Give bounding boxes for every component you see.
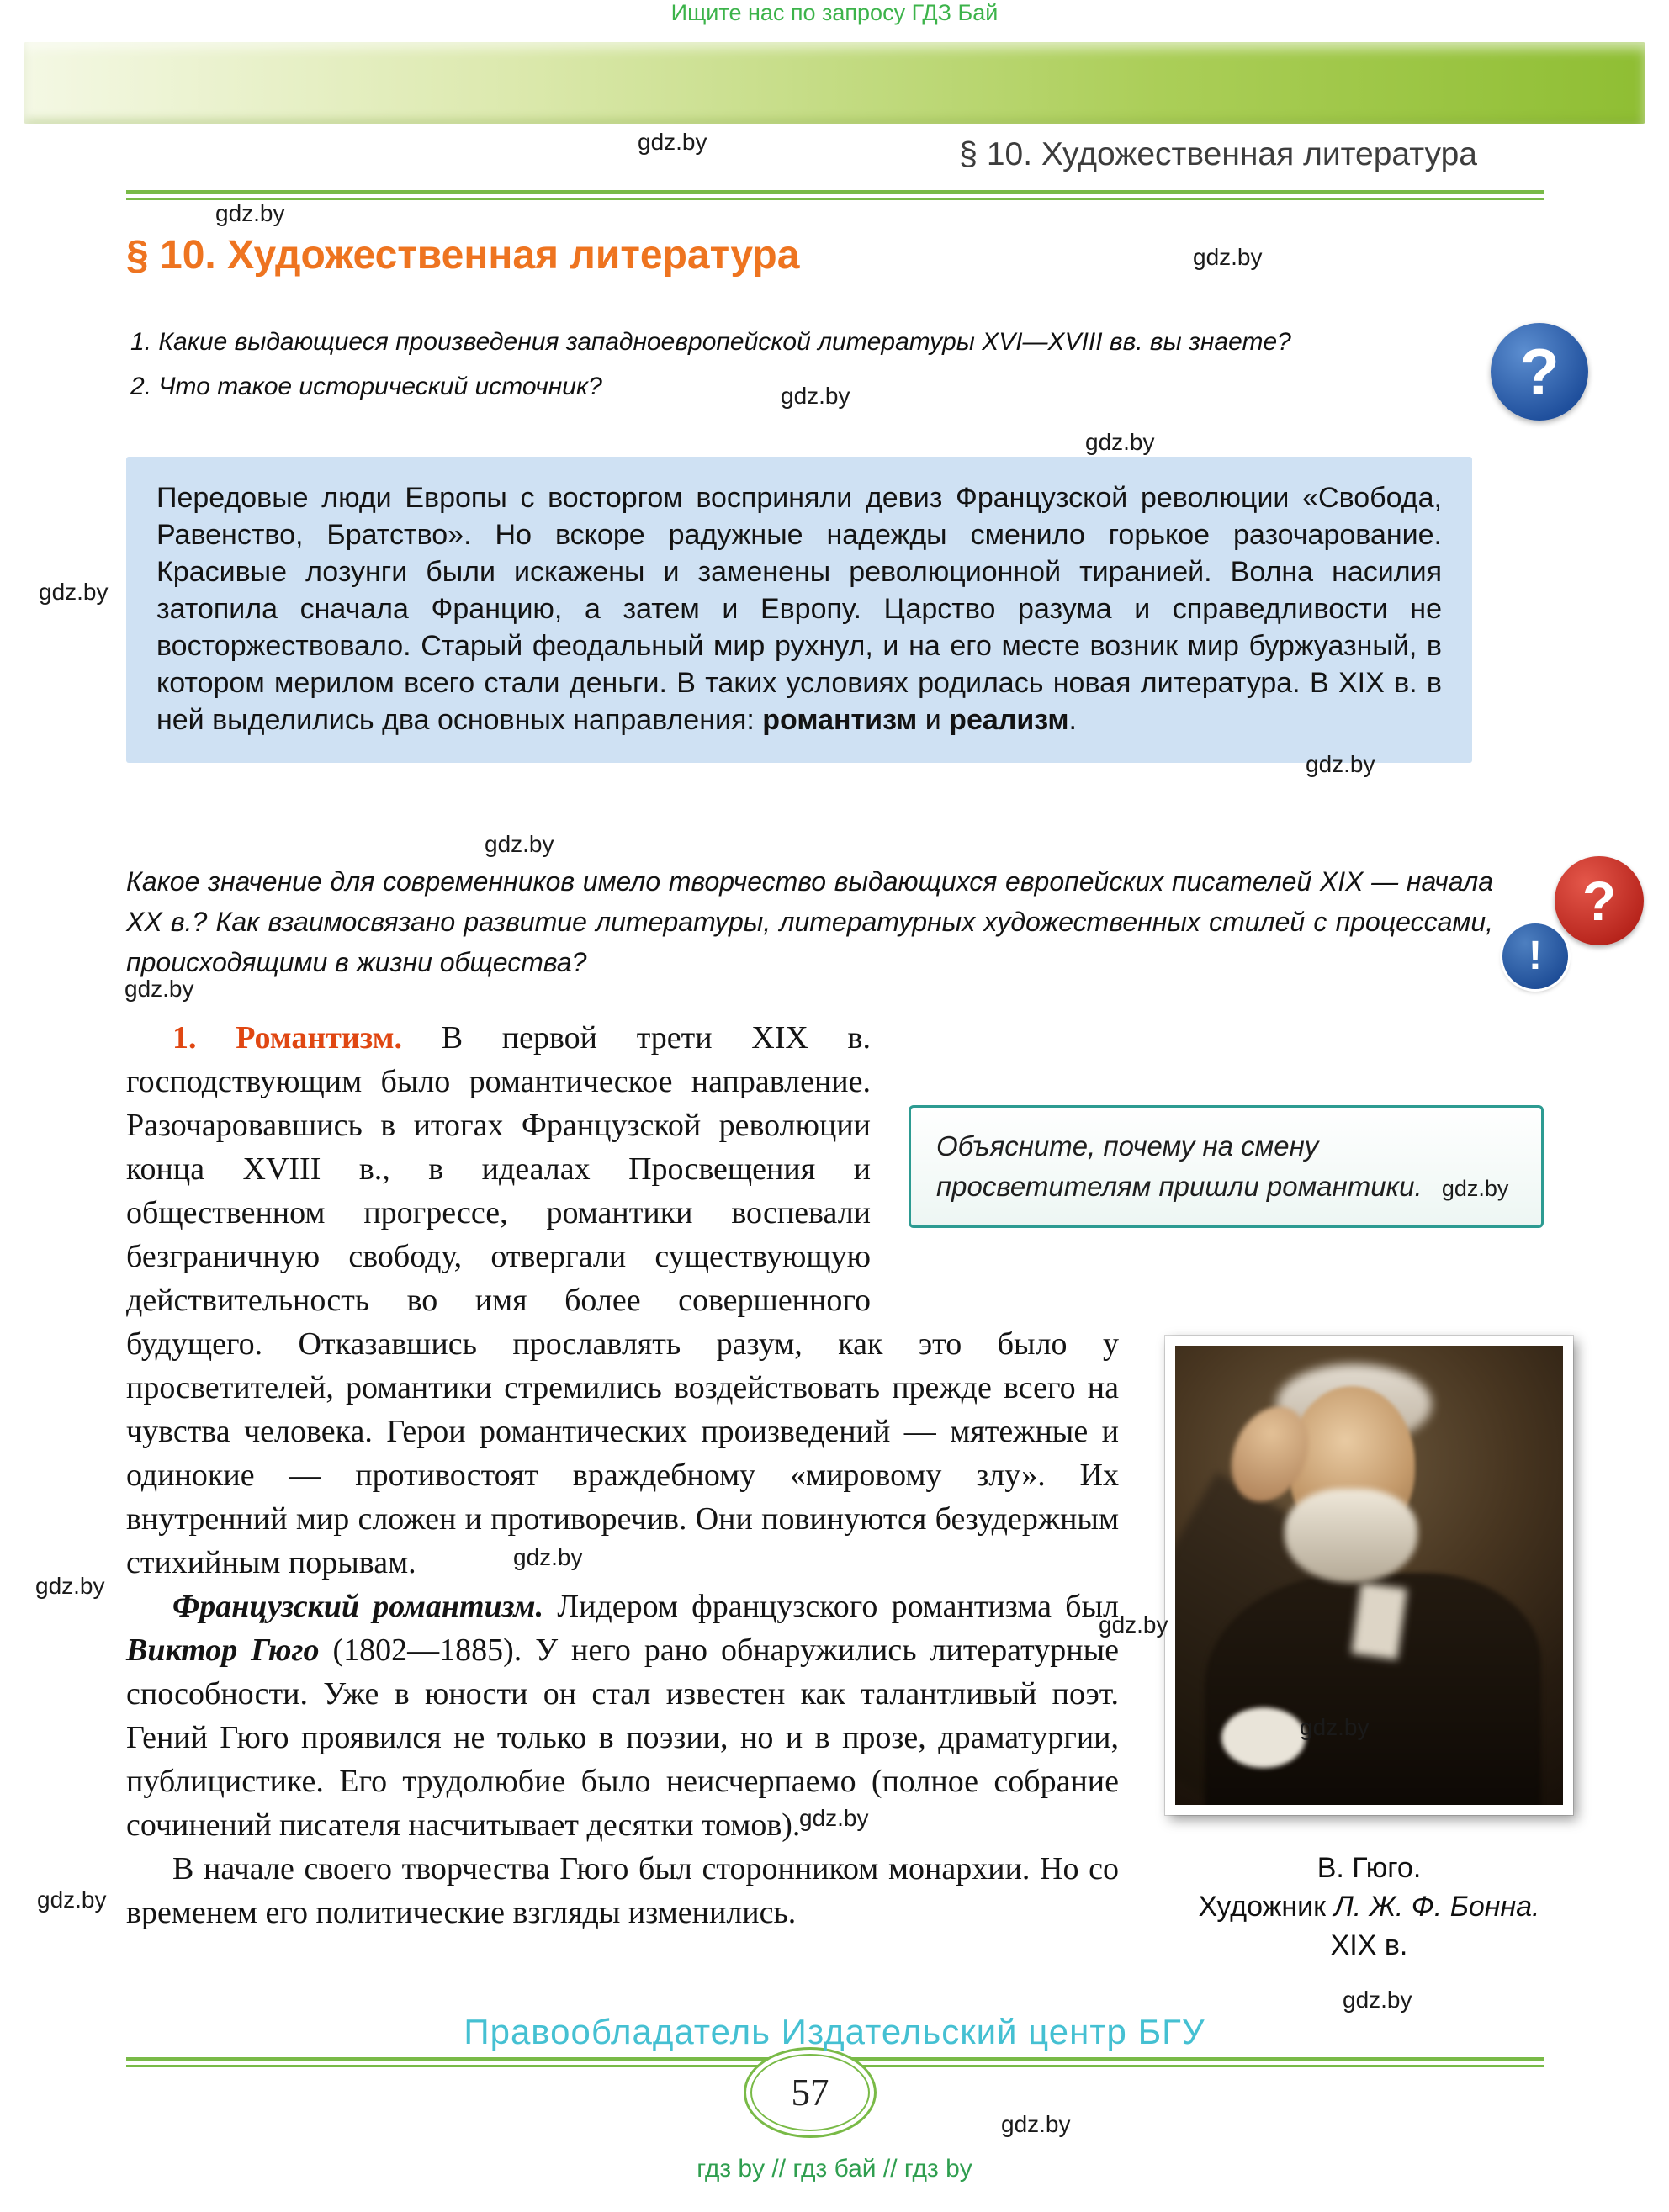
watermark: gdz.by <box>513 1544 583 1570</box>
intro-question-2: 2. Что такое исторический источник? <box>130 373 602 400</box>
figure-caption <box>1165 1849 1573 1965</box>
question-circle-icon: ? <box>1555 856 1644 945</box>
question-exclamation-icon <box>1502 856 1644 989</box>
watermark: gdz.by <box>1300 1714 1370 1740</box>
caption-artist-prefix: Художник <box>1198 1891 1334 1923</box>
caption-line-2 <box>1165 1887 1573 1926</box>
question-glyph: ? <box>1519 334 1560 409</box>
watermark: gdz.by <box>125 976 194 1002</box>
watermark: gdz.by <box>37 1887 107 1913</box>
header-divider <box>126 190 1544 200</box>
question-icon <box>1491 323 1588 421</box>
watermark: gdz.by <box>1001 2111 1071 2137</box>
intro-question-1: 1. Какие выдающиеся произведения западноевропейской литературы XVI—XVIII вв. вы знаете? <box>130 328 1291 356</box>
caption-line-1: В. Гюго. <box>1317 1852 1422 1884</box>
watermark: gdz.by <box>1085 429 1155 455</box>
discussion-question: Какое значение для современников имело творчество выдающихся европейских писателей XIX — начала XX в.? Как взаимосвязано развитие литературы, литературных художественных стилей с процессами, происходящими в жизни общества? <box>126 866 1493 977</box>
watermark: gdz.by <box>35 1573 105 1599</box>
copyright-text: Правообладатель Издательский центр БГУ <box>464 2012 1205 2051</box>
term-realism: реализм <box>949 704 1069 736</box>
hugo-portrait <box>1175 1346 1563 1805</box>
watermark: gdz.by <box>1306 751 1375 777</box>
exclamation-circle-icon: ! <box>1502 923 1568 989</box>
paragraph-french-text-1: Лидером французского романтизма был <box>543 1589 1119 1624</box>
watermark: gdz.by <box>781 383 850 409</box>
paragraph-romanticism-text: В первой трети XIX в. господствующим было романтическое направление. Разочаровавшись в итогах Французской революции конца XVIII в., в идеалах Просвещения и общественном прогрессе, романтики воспевали безграничную свободу, отвергали существующую действительность во имя более совершенного будущего. Отказавшись прославлять разум, как это было у просветителей, романтики стремились воздействовать прежде всего на чувства человека. Герои романтических произведений — мятежные и одинокие — противостоят враждебному «мировому злу». Их внутренний мир сложен и противоречив. Они повинуются безудержным стихийным порывам. <box>126 1020 1119 1580</box>
page-title: § 10. Художественная литература <box>126 233 800 278</box>
victor-hugo-name: Виктор Гюго <box>126 1633 320 1668</box>
task-text: Объясните, почему на смену просветителям пришли романтики. <box>936 1130 1423 1202</box>
page-number: 57 <box>791 2072 829 2114</box>
page-number-badge <box>744 2047 877 2138</box>
watermark: gdz.by <box>1193 244 1263 270</box>
watermark: gdz.by <box>39 579 109 605</box>
watermark: gdz.by <box>1099 1611 1168 1638</box>
lead-french-romanticism: Французский романтизм. <box>172 1589 544 1624</box>
paragraph-hugo-monarchy: В начале своего творчества Гюго был сторонником монархии. Но со временем его политические взгляды изменились. <box>126 1851 1119 1930</box>
main-text <box>126 1016 1540 1990</box>
watermark: Ищите нас по запросу ГДЗ Бай <box>670 0 999 25</box>
highlight-conj: и <box>917 704 950 736</box>
task-box <box>909 1105 1544 1228</box>
watermark: gdz.by <box>485 831 554 857</box>
hugo-portrait-figure <box>1165 1336 1573 1965</box>
caption-line-3: XIX в. <box>1330 1929 1408 1961</box>
highlight-text: Передовые люди Европы с восторгом восприняли девиз Французской революции «Свобода, Равенство, Братство». Но вскоре радужные надежды сменило горькое разочарование. Красивые лозунги были искажены и заменены революционной тиранией. Волна насилия затопила сначала Францию, а затем и Европу. Царство разума и справедливости не восторжествовало. Старый феодальный мир рухнул, и на его месте возник мир буржуазный, в котором мерилом всего стали деньги. В таких условиях родилась новая литература. В XIX в. в ней выделились два основных направления: <box>156 482 1442 736</box>
watermark: gdz.by <box>215 200 285 226</box>
caption-artist-name: Л. Ж. Ф. Бонна. <box>1333 1891 1540 1923</box>
term-romanticism: романтизм <box>762 704 918 736</box>
portrait-beard-shape <box>1285 1489 1417 1583</box>
watermark: gdz.by <box>638 129 707 155</box>
portrait-cuff-shape <box>1221 1707 1306 1768</box>
watermark-footer-links: гдз by // гдз бай // гдз by <box>697 2155 972 2183</box>
paragraph-french-text-2: (1802—1885). У него рано обнаружились литературные способности. Уже в юности он стал известен как талантливый поэт. Гений Гюго проявился не только в поэзии, но и в прозе, драматургии, публицистике. Его трудолюбие было неисчерпаемо (полное собрание сочинений писателя насчитывает десятки томов). <box>126 1633 1120 1843</box>
watermark: gdz.by <box>799 1805 869 1831</box>
portrait-shirt-shape <box>1351 1583 1407 1660</box>
watermark: gdz.by <box>1343 1987 1412 2013</box>
section-heading-romanticism: 1. Романтизм. <box>172 1020 402 1056</box>
highlight-period: . <box>1068 704 1077 736</box>
portrait-frame <box>1165 1336 1573 1815</box>
highlight-box <box>126 457 1472 763</box>
header-banner <box>24 42 1645 124</box>
running-title: § 10. Художественная литература <box>959 136 1477 172</box>
watermark: gdz.by <box>1441 1176 1509 1201</box>
